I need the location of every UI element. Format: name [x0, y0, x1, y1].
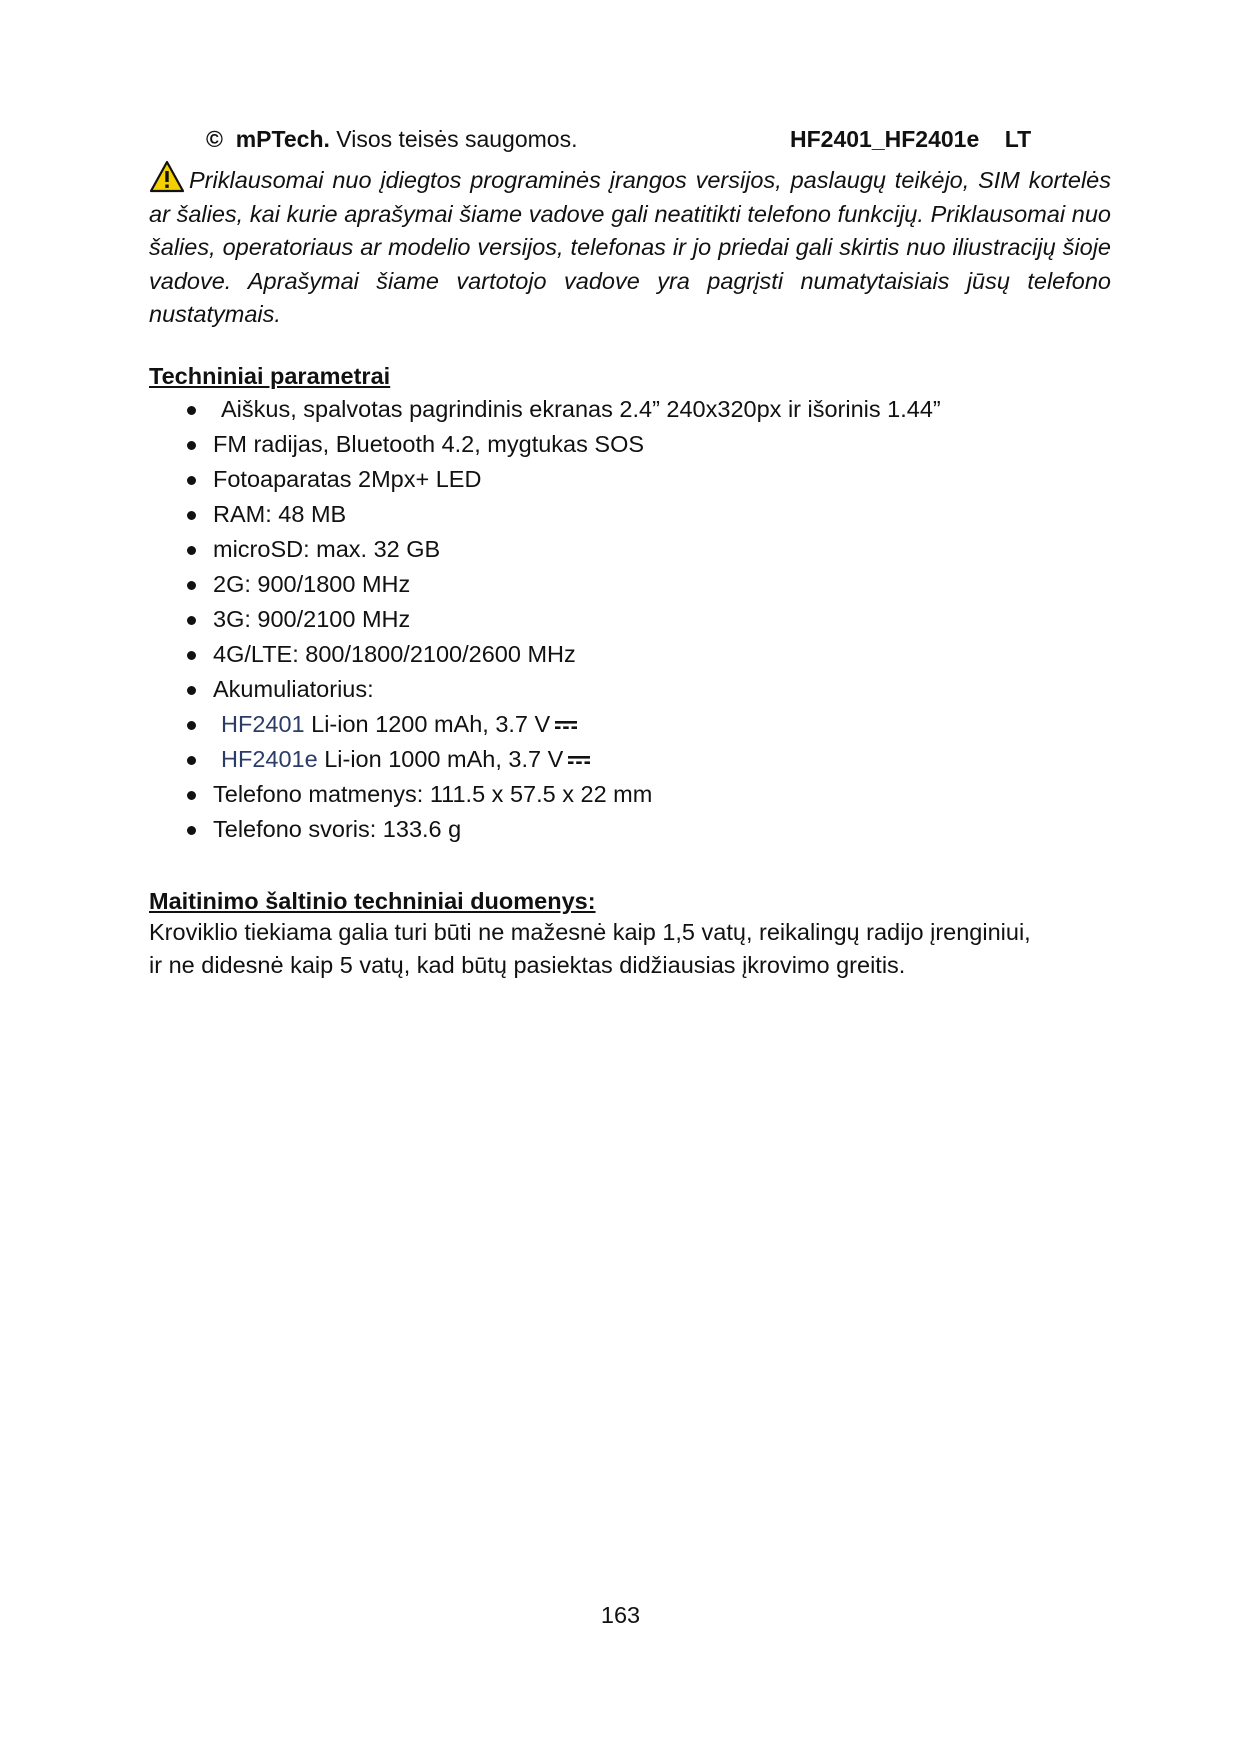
list-item: Telefono matmenys: 111.5 x 57.5 x 22 mm — [149, 777, 1109, 812]
power-supply-line-2: ir ne didesnė kaip 5 vatų, kad būtų pasiektas didžiausias įkrovimo greitis. — [149, 952, 906, 978]
tech-specs-list — [149, 392, 1109, 847]
bullet-icon — [187, 406, 196, 415]
bullet-icon — [187, 791, 196, 800]
warning-note — [149, 160, 1111, 332]
battery-model: HF2401e — [221, 746, 318, 772]
list-item: 3G: 900/2100 MHz — [149, 602, 1109, 637]
bullet-icon — [187, 651, 196, 660]
warning-text: Priklausomai nuo įdiegtos programinės įrangos versijos, paslaugų teikėjo, SIM kortelės ar šalies, kai kurie aprašymai šiame vadove gali neatitikti telefono funkcijų. Priklausomai nuo šalies, operatoriaus ar modelio versijos, telefonas ir jo priedai gali skirtis nuo iliustracijų šioje vadove. Aprašymai šiame vartotojo vadove yra pagrįsti numatytaisiais jūsų telefono nustatymais. — [149, 167, 1111, 328]
bullet-icon — [187, 511, 196, 520]
bullet-icon — [187, 721, 196, 730]
power-supply-text — [149, 916, 1109, 982]
list-item: Akumuliatorius: — [149, 672, 1109, 707]
list-item: 4G/LTE: 800/1800/2100/2600 MHz — [149, 637, 1109, 672]
battery-spec: Li-ion 1200 mAh, 3.7 V — [311, 711, 551, 737]
power-supply-line-1: Kroviklio tiekiama galia turi būti ne mažesnė kaip 1,5 vatų, reikalingų radijo įrenginiui, — [149, 919, 1031, 945]
tech-specs-title: Techniniai parametrai — [149, 363, 391, 389]
copyright-symbol: © — [206, 126, 223, 152]
warning-triangle-icon — [149, 160, 185, 193]
battery-item — [149, 742, 1109, 777]
battery-model: HF2401 — [221, 711, 305, 737]
power-supply-title: Maitinimo šaltinio techniniai duomenys: — [149, 888, 596, 914]
bullet-icon — [187, 826, 196, 835]
list-item: Aiškus, spalvotas pagrindinis ekranas 2.4” 240x320px ir išorinis 1.44” — [149, 392, 1109, 427]
bullet-icon — [187, 476, 196, 485]
bullet-icon — [187, 441, 196, 450]
battery-spec: Li-ion 1000 mAh, 3.7 V — [324, 746, 564, 772]
battery-item — [149, 707, 1109, 742]
brand-name: mPTech. — [235, 126, 330, 152]
list-item: FM radijas, Bluetooth 4.2, mygtukas SOS — [149, 427, 1109, 462]
model-code-text: HF2401_HF2401e — [790, 126, 980, 152]
page-header — [206, 124, 1046, 154]
rights-text: Visos teisės saugomos. — [336, 126, 578, 152]
bullet-icon — [187, 581, 196, 590]
language-code: LT — [1004, 126, 1032, 152]
bullet-icon — [187, 546, 196, 555]
list-item: RAM: 48 MB — [149, 497, 1109, 532]
bullet-icon — [187, 686, 196, 695]
dc-current-icon — [568, 755, 590, 765]
list-item: Telefono svoris: 133.6 g — [149, 812, 1109, 847]
bullet-icon — [187, 756, 196, 765]
page-number: 163 — [600, 1602, 641, 1628]
bullet-icon — [187, 616, 196, 625]
dc-current-icon — [555, 720, 577, 730]
list-item: 2G: 900/1800 MHz — [149, 567, 1109, 602]
list-item: microSD: max. 32 GB — [149, 532, 1109, 567]
model-code — [790, 124, 1031, 154]
list-item: Fotoaparatas 2Mpx+ LED — [149, 462, 1109, 497]
